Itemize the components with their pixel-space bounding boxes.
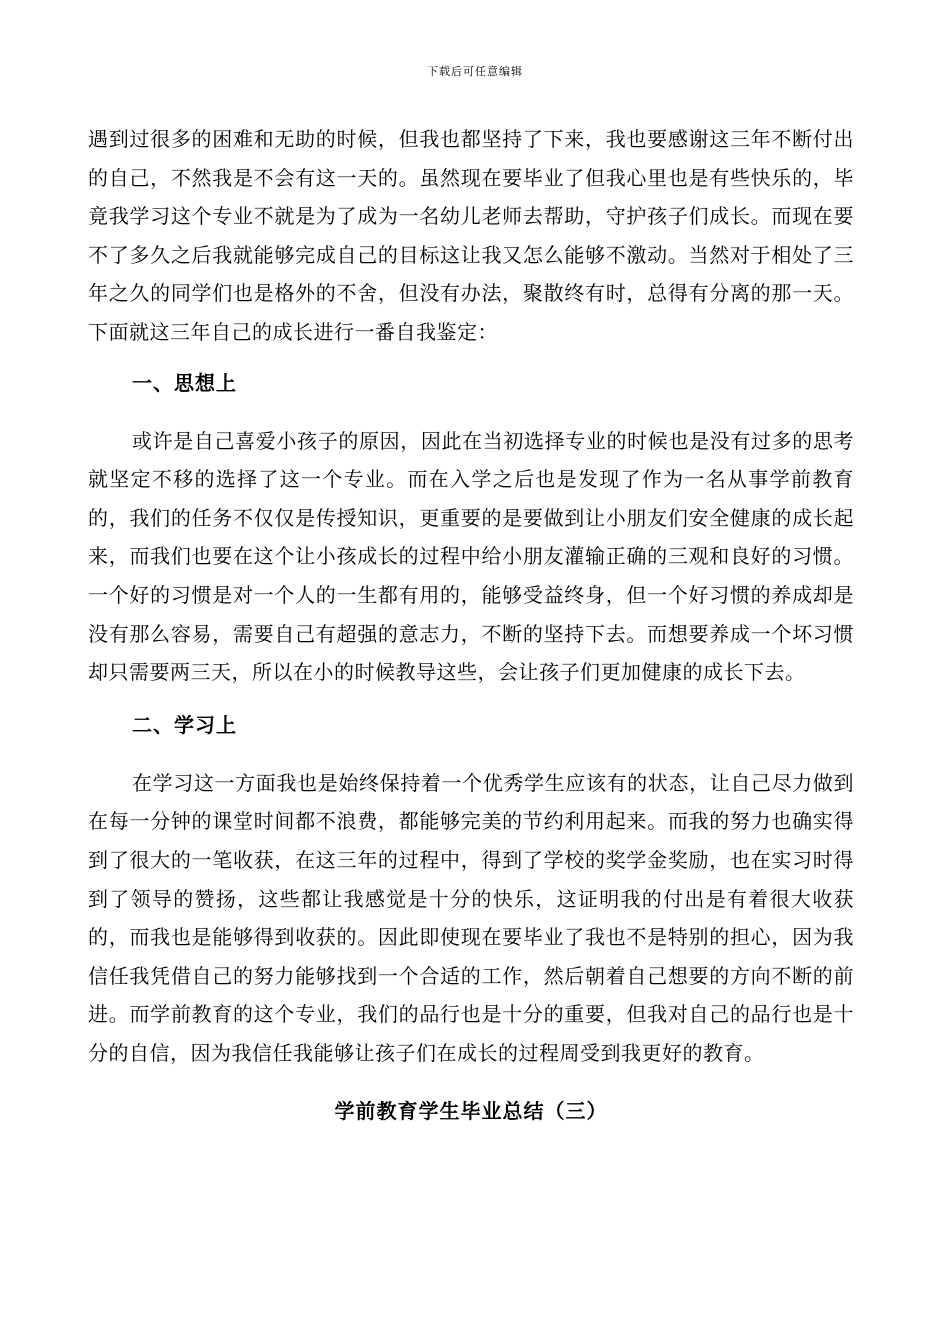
document-body [88, 120, 854, 1126]
body-paragraph-intro: 遇到过很多的困难和无助的时候，但我也都坚持了下来，我也要感谢这三年不断付出的自己，不然我是不会有这一天的。虽然现在要毕业了但我心里也是有些快乐的，毕竟我学习这个专业不就是为了成为一名幼儿老师去帮助，守护孩子们成长。而现在要不了多久之后我就能够完成自己的目标这让我又怎么能够不激动。当然对于相处了三年之久的同学们也是格外的不舍，但没有办法，聚散终有时，总得有分离的那一天。下面就这三年自己的成长进行一番自我鉴定： [88, 127, 854, 344]
body-paragraph-study: 在学习这一方面我也是始终保持着一个优秀学生应该有的状态，让自己尽力做到在每一分钟的课堂时间都不浪费，都能够完美的节约利用起来。而我的努力也确实得到了很大的一笔收获，在这三年的过程中，得到了学校的奖学金奖励，也在实习时得到了领导的赞扬，这些都让我感觉是十分的快乐，这证明我的付出是有着很大收获的，而我也是能够得到收获的。因此即使现在要毕业了我也不是特别的担心，因为我信任我凭借自己的努力能够找到一个合适的工作，然后朝着自己想要的方向不断的前进。而学前教育的这个专业，我们的品行也是十分的重要，但我对自己的品行也是十分的自信，因为我信任我能够让孩子们在成长的过程周受到我更好的教育。 [88, 770, 854, 1065]
body-paragraph-thought: 或许是自己喜爱小孩子的原因，因此在当初选择专业的时候也是没有过多的思考就坚定不移的选择了这一个专业。而在入学之后也是发现了作为一名从事学前教育的，我们的任务不仅仅是传授知识，更重要的是要做到让小朋友们安全健康的成长起来，而我们也要在这个让小孩成长的过程中给小朋友灌输正确的三观和良好的习惯。一个好的习惯是对一个人的一生都有用的，能够受益终身，但一个好习惯的养成却是没有那么容易，需要自己有超强的意志力，不断的坚持下去。而想要养成一个坏习惯却只需要两三天，所以在小的时候教导这些，会让孩子们更加健康的成长下去。 [88, 428, 854, 685]
page-header-note: 下载后可任意编辑 [427, 65, 523, 78]
section-heading-study: 二、学习上 [132, 712, 237, 737]
section-heading-thought: 一、思想上 [132, 370, 237, 395]
document-title-next: 学前教育学生毕业总结（三） [334, 1099, 608, 1124]
